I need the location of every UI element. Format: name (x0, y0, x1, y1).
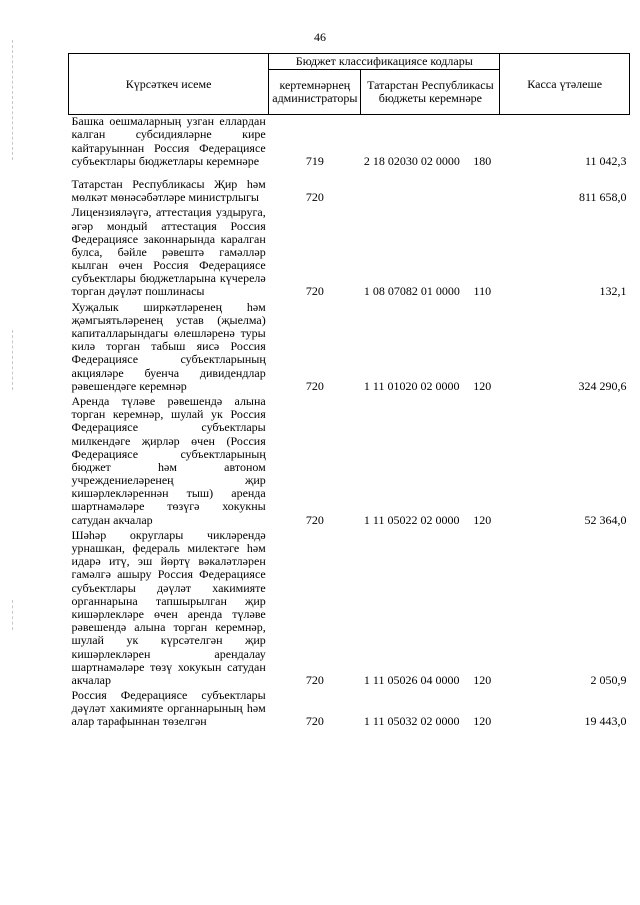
row-cash-amount: 811 658,0 (578, 190, 627, 205)
row-revenue-code: 1 08 07082 01 0000 (363, 284, 460, 299)
row-revenue-code: 2 18 02030 02 0000 (363, 153, 460, 168)
row-indicator-name: Хуҗалык ширкәтләренең һәм җәмгыятьләренең устав (җыелма) капиталларындагы өлешләренә туры килә торган табыш яисә Россия Федерациясе субъектларының акцияләре буенча дивидендлар рәвешендәге керемнәр (71, 299, 266, 393)
table-row (69, 170, 630, 206)
table-row (69, 395, 630, 529)
binding-margin-line (12, 330, 13, 390)
row-admin-code: 720 (305, 512, 324, 527)
binding-margin-line (12, 600, 13, 630)
row-sub-code: 120 (473, 714, 492, 729)
row-indicator-name: Лицензияләүгә, аттестация уздыруга, әгәр мондый аттестация Россия Федерациясе законнарында каралган булса, бәйле рәвештә гамәлләр кылган өчен Россия Федерациясе субъектлары бюджетларына күчерелә торган дәүләт пошлинасы (71, 205, 266, 299)
row-cash-amount: 52 364,0 (584, 512, 627, 527)
row-sub-code: 110 (473, 284, 492, 299)
row-sub-code: 120 (473, 378, 492, 393)
table-row (69, 115, 630, 170)
row-indicator-name: Шәһәр округлары чикләрендә урнашкан, федераль милектәге һәм идарә итү, эш йөртү вәкаләтләрен гамәлгә ашыру Россия Федерациясе субъектлары дәүләт хакимияте органнарына тапшырылган җир кишәрлекләре өчен аренда түләве рәвешендә алына торган керемнәр, шулай ук күрсәтелгән җир кишәрлекләрен арендалау шартнамәләре төзү хокукын сатудан акчалар (71, 527, 266, 687)
table-row (69, 689, 630, 731)
row-cash-amount: 132,1 (599, 284, 627, 299)
row-admin-code: 720 (305, 284, 324, 299)
row-indicator-name: Аренда түләве рәвешендә алына торган керемнәр, шулай ук Россия Федерациясе субъектлары милкендәге җирләр өчен (Россия Федерациясе субъектларының бюджет һәм автоном учреждениеләренең җир кишәрлекләреннән тыш) аренда шартнамәләре төзүгә хокукны сатудан акчалар (71, 393, 266, 527)
row-sub-code: 120 (473, 512, 492, 527)
row-admin-code: 720 (305, 714, 324, 729)
row-revenue-code: 1 11 05022 02 0000 (363, 512, 460, 527)
table-row (69, 206, 630, 300)
row-admin-code: 720 (305, 190, 324, 205)
row-cash-amount: 324 290,6 (578, 378, 627, 393)
budget-table (68, 53, 630, 731)
page-number: 46 (314, 30, 326, 44)
row-admin-code: 720 (305, 672, 324, 687)
header-cash-execution: Касса үтәлеше (500, 54, 630, 115)
row-revenue-code: 1 11 05026 04 0000 (363, 672, 460, 687)
row-admin-code: 720 (305, 378, 324, 393)
row-cash-amount: 11 042,3 (584, 153, 627, 168)
row-admin-code: 719 (305, 153, 324, 168)
row-revenue-code (361, 170, 465, 206)
row-revenue-code: 1 11 05032 02 0000 (363, 714, 460, 729)
header-administrator: кертемнәрнең администраторы (269, 70, 361, 115)
row-revenue-code: 1 11 01020 02 0000 (363, 378, 460, 393)
row-cash-amount: 19 443,0 (584, 714, 627, 729)
row-indicator-name: Россия Федерациясе субъектлары дәүләт хакимияте органнарының һәм алар тарафыннан төзелгән (71, 688, 266, 729)
row-indicator-name: Татарстан Республикасы Җир һәм мөлкәт мөнәсәбәтләре министрлыгы (71, 176, 266, 205)
header-indicator-name: Күрсәткеч исеме (69, 54, 269, 115)
table-row (69, 529, 630, 689)
table-header-row (69, 54, 630, 70)
row-sub-code: 120 (473, 672, 492, 687)
row-indicator-name: Башка оешмаларның узган еллардан калган субсидияләрне кире кайтаруыннан Россия Федерациясе субъектлары бюджетлары керемнәре (71, 114, 266, 168)
row-sub-code: 180 (473, 153, 492, 168)
row-sub-code (465, 170, 500, 206)
row-cash-amount: 2 050,9 (590, 672, 627, 687)
header-budget-codes: Бюджет классификациясе кодлары (269, 54, 500, 70)
header-revenues: Татарстан Республикасы бюджеты керемнәре (361, 70, 500, 115)
binding-margin-line (12, 40, 13, 160)
table-row (69, 301, 630, 395)
